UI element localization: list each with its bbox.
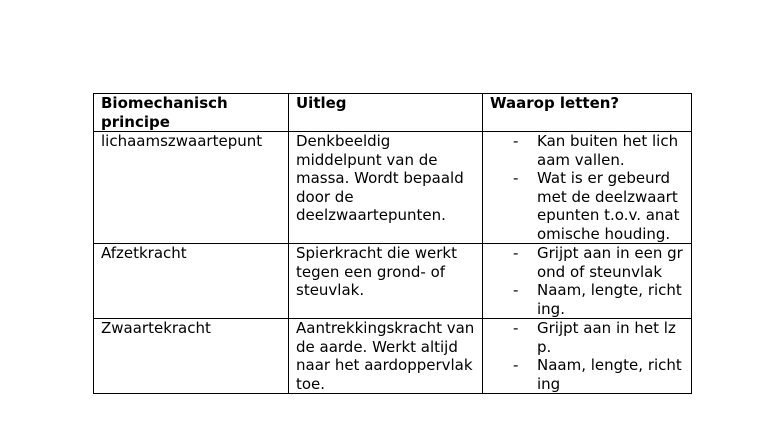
dash-marker: - (513, 319, 519, 337)
dash-marker: - (513, 169, 519, 187)
attention-list (490, 319, 685, 393)
table-row (94, 244, 692, 319)
list-item-text: Naam, lengte, richting. (537, 281, 682, 318)
list-item (513, 132, 685, 169)
list-item (513, 319, 685, 356)
cell-attention (483, 244, 692, 319)
biomechanics-table (93, 93, 692, 394)
dash-marker: - (513, 281, 519, 299)
list-item-text: Kan buiten het lichaam vallen. (537, 132, 679, 169)
table-header-row (94, 94, 692, 132)
table-row (94, 319, 692, 394)
header-explanation: Uitleg (289, 94, 483, 132)
list-item-text: Wat is er gebeurd met de deelzwaartepunten t.o.v. anatomische houding. (537, 169, 680, 243)
cell-attention (483, 132, 692, 244)
header-attention: Waarop letten? (483, 94, 692, 132)
attention-list (490, 244, 685, 318)
list-item (513, 356, 685, 393)
dash-marker: - (513, 132, 519, 150)
attention-list (490, 132, 685, 243)
list-item-text: Grijpt aan in een grond of steunvlak (537, 244, 683, 281)
list-item (513, 169, 685, 243)
list-item (513, 281, 685, 318)
cell-explanation: Aantrekkingskracht van de aarde. Werkt altijd naar het aardoppervlak toe. (289, 319, 483, 394)
list-item-text: Grijpt aan in het lzp. (537, 319, 676, 356)
cell-attention (483, 319, 692, 394)
cell-principle: Afzetkracht (94, 244, 289, 319)
list-item (513, 244, 685, 281)
cell-explanation: Denkbeeldig middelpunt van de massa. Wordt bepaald door de deelzwaartepunten. (289, 132, 483, 244)
dash-marker: - (513, 356, 519, 374)
list-item-text: Naam, lengte, richting (537, 356, 682, 393)
table-row (94, 132, 692, 244)
cell-principle: lichaamszwaartepunt (94, 132, 289, 244)
header-principle: Biomechanisch principe (94, 94, 289, 132)
dash-marker: - (513, 244, 519, 262)
cell-principle: Zwaartekracht (94, 319, 289, 394)
cell-explanation: Spierkracht die werkt tegen een grond- of steuvlak. (289, 244, 483, 319)
